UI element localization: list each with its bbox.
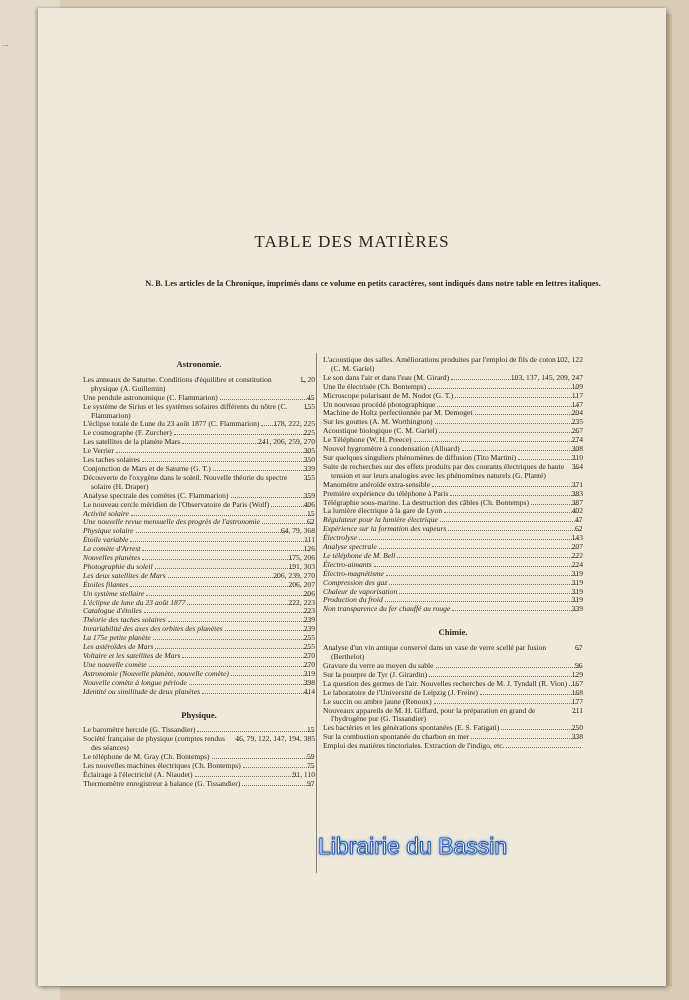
leader-dots	[386, 575, 578, 576]
toc-entry-title: Sur la pourpre de Tyr (J. Girardin)	[323, 669, 428, 679]
toc-entry-pages: 111	[304, 535, 315, 545]
toc-entry-pages: 46, 79, 122, 147, 194, 385	[235, 734, 315, 744]
leader-dots	[168, 577, 280, 578]
toc-entry-pages: 339	[571, 604, 583, 614]
leader-dots	[448, 530, 581, 531]
leader-dots	[452, 610, 577, 611]
leader-dots	[136, 532, 287, 533]
toc-entry-title: Acoustique biologique (C. M. Gariel)	[323, 426, 438, 436]
toc-entry: Gravure du verre au moyen du sable 96	[323, 661, 583, 670]
toc-entry-pages: 1, 20	[299, 374, 315, 384]
toc-entry-pages: 222	[571, 550, 583, 560]
toc-entry	[323, 742, 583, 751]
toc-entry-title: Activité solaire	[83, 508, 129, 518]
toc-entry-title: Étoiles filantes	[83, 579, 129, 589]
toc-entry-title: Le téléphone de M. Bell	[323, 550, 396, 560]
leader-dots	[506, 747, 581, 748]
toc-entry-pages: 305	[303, 446, 315, 456]
toc-entry-title: Microscope polarisant de M. Nodot (G. T.)	[323, 390, 454, 400]
toc-entry-pages: 109	[571, 381, 583, 391]
toc-entry-title: Les satellites de la planète Mars	[83, 437, 181, 447]
toc-entry-pages: 178, 222, 225	[273, 419, 315, 429]
toc-entry-title: Les anneaux de Saturne. Conditions d'équilibre et constitution physique (A. Guillemin)	[83, 374, 272, 393]
toc-entry-pages: 406	[303, 499, 315, 509]
leader-dots	[462, 450, 578, 451]
toc-entry-title: Analyse spectrale des comètes (C. Flammarion)	[83, 490, 229, 500]
leader-dots	[153, 639, 310, 640]
leader-dots	[189, 684, 310, 685]
right-column	[323, 356, 583, 751]
toc-entry-pages: 339	[303, 463, 315, 473]
toc-entry-title: Manomètre anéroïde extra-sensible	[323, 479, 431, 489]
toc-entry-pages: 103, 137, 145, 209, 247	[510, 372, 583, 382]
leader-dots	[455, 397, 578, 398]
toc-entry-title: Nouvelle comète à longue période	[83, 677, 187, 687]
toc-entry-title: Nouvel hygromètre à condensation (Alluard)	[323, 444, 460, 454]
toc-entry-title: Le nouveau cercle méridien de l'Observatoire de Paris (Wolf)	[83, 499, 270, 509]
toc-entry-pages: 270	[303, 659, 315, 669]
toc-entry-pages: 129	[571, 669, 583, 679]
toc-entry	[83, 376, 315, 394]
toc-entry: Le baromètre hercule (G. Tissandier) 15	[83, 725, 315, 735]
leader-dots	[155, 568, 295, 569]
leader-dots	[439, 432, 577, 433]
leader-dots	[197, 731, 313, 732]
leader-dots	[195, 776, 299, 777]
toc-entry-title: Régulateur pour la lumière électrique	[323, 515, 438, 525]
toc-entry-title: Identité ou similitude de deux planètes	[83, 686, 201, 696]
leader-dots	[399, 593, 577, 594]
toc-entry-pages: 387	[571, 497, 583, 507]
physique-list-right	[323, 356, 583, 614]
toc-entry-title: Électrolyse	[323, 533, 357, 543]
leader-dots	[146, 595, 309, 596]
leader-dots	[149, 666, 310, 667]
toc-entry-pages: 222, 223	[288, 597, 315, 607]
toc-entry-title: Un système stellaire	[83, 588, 145, 598]
leader-dots	[231, 675, 310, 676]
toc-entry-title: Le Verrier	[83, 446, 114, 456]
toc-entry-pages: 207	[571, 542, 583, 552]
toc-entry-title: Étoile variable	[83, 535, 129, 545]
toc-entry-pages: 102, 122	[556, 355, 583, 364]
leader-dots	[131, 515, 313, 516]
watermark-logo: Librairie du Bassin	[318, 833, 508, 859]
leader-dots	[142, 550, 309, 551]
leader-dots	[130, 541, 310, 542]
toc-entry-pages: 223	[303, 606, 315, 616]
leader-dots	[518, 459, 578, 460]
toc-entry-pages: 155	[303, 401, 315, 411]
leader-dots	[444, 512, 577, 513]
toc-entry-pages: 364	[571, 461, 583, 471]
toc-entry-title: La comète d'Arrest	[83, 544, 141, 554]
leader-dots	[440, 521, 581, 522]
leader-dots	[379, 548, 578, 549]
leader-dots	[142, 559, 294, 560]
leader-dots	[359, 539, 578, 540]
leader-dots	[242, 785, 313, 786]
leader-dots	[116, 452, 310, 453]
leader-dots	[187, 604, 294, 605]
leader-dots	[182, 443, 264, 444]
leader-dots	[436, 667, 582, 668]
leader-dots	[531, 504, 578, 505]
toc-entry-pages: 167	[571, 678, 583, 688]
leader-dots	[155, 648, 309, 649]
toc-entry	[83, 438, 315, 447]
toc-entry-title: Une île électrisée (Ch. Bontemps)	[323, 381, 427, 391]
toc-entry-title: Électro-magnétisme	[323, 568, 384, 578]
toc-entry-pages: 350	[303, 455, 315, 465]
toc-entry-pages: 204	[571, 408, 583, 418]
toc-entry: Le téléphone de M. Gray (Ch. Bontemps) 59	[83, 752, 315, 762]
toc-entry	[83, 735, 315, 753]
toc-entry-title: Théorie des taches solaires	[83, 615, 166, 625]
leader-dots	[130, 586, 294, 587]
toc-entry-title: Le baromètre hercule (G. Tissandier)	[83, 725, 196, 735]
toc-entry-pages: 191, 303	[288, 561, 315, 571]
leader-dots	[243, 767, 313, 768]
toc-entry-title: Thermomètre enregistreur à balance (G. Tissandier)	[83, 778, 241, 788]
toc-entry-title: Nouvelles planètes	[83, 553, 141, 563]
toc-entry	[323, 356, 583, 374]
toc-entry-pages: 147	[571, 399, 583, 409]
toc-entry-pages: 255	[303, 633, 315, 643]
leader-dots	[451, 379, 517, 380]
toc-entry-title: La 175e petite planète	[83, 633, 151, 643]
toc-entry-title: Une pendule astronomique (C. Flammarion)	[83, 392, 218, 402]
toc-entry-title: Expérience sur la formation des vapeurs	[323, 524, 447, 534]
toc-entry-pages: 270	[303, 651, 315, 660]
toc-entry-title: Le Téléphone (W. H. Preece)	[323, 435, 412, 445]
toc-entry-pages: 402	[571, 506, 583, 516]
toc-entry-pages: 126	[303, 544, 315, 554]
toc-entry-title: Compression des gaz	[323, 577, 388, 587]
toc-entry: Activité solaire 15	[83, 508, 315, 518]
leader-dots	[202, 693, 310, 694]
toc-entry-title: Le système de Sirius et les systèmes solaires différents du nôtre (C. Flammarion)	[83, 401, 288, 420]
column-divider	[316, 353, 317, 873]
toc-entry-title: Gravure du verre au moyen du sable	[323, 661, 434, 670]
leader-dots	[480, 694, 578, 695]
toc-entry-title: Le son dans l'air et dans l'eau (M. Girard)	[323, 372, 450, 382]
toc-entry: Une nouvelle revue mensuelle des progrès de l'astronomie 62	[83, 517, 315, 527]
toc-entry-title: Physique solaire	[83, 526, 134, 536]
leader-dots	[397, 557, 577, 558]
toc-entry-pages: 143	[571, 533, 583, 543]
toc-entry-title: Machine de Holtz perfectionnée par M. Demoget	[323, 408, 473, 418]
toc-entry-title: Une nouvelle revue mensuelle des progrès de l'astronomie	[83, 517, 260, 527]
physique-list-left	[83, 726, 315, 788]
toc-entry-pages: 371	[571, 479, 583, 489]
leader-dots	[220, 399, 313, 400]
leader-dots	[414, 441, 578, 442]
section-heading-chimie: Chimie.	[438, 627, 468, 638]
toc-entry-pages: 310	[571, 452, 583, 462]
toc-entry-pages: 206, 239, 270	[273, 570, 315, 580]
toc-entry-title: Photographie du soleil	[83, 561, 153, 571]
underlying-page-text: ...	[2, 40, 9, 48]
toc-entry-title: Conjonction de Mars et de Saturne (G. T.)	[83, 463, 211, 473]
leader-dots	[182, 657, 309, 658]
toc-entry-title: Électro-aimants	[323, 559, 372, 569]
toc-entry-pages: 206	[303, 588, 315, 598]
leader-dots	[142, 461, 310, 462]
leader-dots	[435, 423, 578, 424]
toc-entry-title: Non transparence du fer chauffé au rouge	[323, 604, 451, 614]
toc-entry-title: Sur les gouttes (A. M. Worthington)	[323, 417, 433, 427]
toc-entry-pages: 91, 110	[292, 769, 315, 779]
leader-dots	[231, 497, 310, 498]
toc-entry-pages: 250	[571, 723, 583, 733]
toc-entry-pages: 175, 206	[288, 553, 315, 563]
toc-entry-title: Astronomie (Nouvelle planète, nouvelle comète)	[83, 668, 229, 678]
toc-entry-pages: 414	[303, 686, 315, 696]
leader-dots	[432, 486, 577, 487]
leader-dots	[429, 676, 577, 677]
toc-entry: Les nouvelles machines électriques (Ch. Bontemps) 75	[83, 761, 315, 771]
toc-entry-pages: 267	[571, 426, 583, 436]
toc-entry-title: Télégraphie sous-marine. La destruction des câbles (Ch. Bontemps)	[323, 497, 530, 507]
toc-entry-title: Les deux satellites de Mars	[83, 570, 166, 580]
toc-entry-title: Nouveaux appareils de M. H. Giffard, pour la préparation en grand de l'hydrogène pur (G. Tissandier)	[323, 705, 536, 724]
toc-entry-title: L'éclipse totale de Lune du 23 août 1877 (C. Flammarion)	[83, 419, 260, 429]
toc-entry-title: Un nouveau procédé photographique	[323, 399, 436, 409]
page-title: TABLE DES MATIÈRES	[254, 232, 450, 251]
toc-entry-pages: 235	[571, 417, 583, 427]
leader-dots	[225, 630, 310, 631]
leader-dots	[212, 758, 313, 759]
toc-entry-pages: 319	[571, 595, 583, 605]
toc-entry-title: Une nouvelle comète	[83, 659, 147, 669]
toc-entry-title: Société française de physique (comptes rendus des séances)	[83, 734, 225, 753]
toc-entry-pages: 239	[303, 615, 315, 625]
toc-entry-pages: 117	[571, 390, 583, 400]
toc-entry-pages: 239	[303, 624, 315, 634]
toc-entry-pages: 211	[571, 705, 583, 715]
section-heading-astronomie: Astronomie.	[176, 359, 222, 369]
toc-entry-pages: 274	[571, 435, 583, 445]
toc-entry-title: Suite de recherches sur des effets produits par des courants électriques de haute tension et sur leurs analogies avec les phénomènes naturels (G. Planté)	[323, 461, 565, 480]
editorial-note: N. B. Les articles de la Chronique, imprimés dans ce volume en petits caractères, sont indiqués dans notre table en lettres italiques.	[145, 279, 601, 288]
toc-entry-title: Sur quelques singuliers phénomènes de diffusion (Tito Martini)	[323, 452, 516, 462]
toc-entry-title: Production du froid	[323, 595, 383, 605]
toc-entry-pages: 177	[571, 696, 583, 706]
toc-entry-pages: 255	[303, 642, 315, 652]
leader-dots	[174, 434, 310, 435]
left-column	[83, 356, 315, 789]
toc-entry-title: Les nouvelles machines électriques (Ch. Bontemps)	[83, 761, 241, 771]
leader-dots	[475, 414, 578, 415]
toc-entry	[323, 463, 583, 481]
leader-dots	[374, 566, 578, 567]
page-edge	[666, 14, 672, 986]
toc-entry: Régulateur pour la lumière électrique 47	[323, 515, 583, 525]
chimie-list	[323, 644, 583, 751]
toc-entry-pages: 359	[303, 490, 315, 500]
leader-dots	[437, 406, 577, 407]
toc-entry: Une pendule astronomique (C. Flammarion) 45	[83, 392, 315, 402]
toc-entry-pages: 355	[303, 472, 315, 482]
toc-entry-title: Les astéroïdes de Mars	[83, 642, 154, 652]
toc-entry-title: L'acoustique des salles. Améliorations produites par l'emploi de fils de coton (C. M. Gariel)	[323, 355, 556, 373]
leader-dots	[262, 523, 313, 524]
toc-entry-title: Le laboratoire de l'Université de Leipzig (J. Freire)	[323, 687, 478, 697]
toc-entry	[83, 688, 315, 697]
leader-dots	[144, 612, 310, 613]
toc-entry	[83, 474, 315, 492]
toc-entry-pages: 319	[303, 668, 315, 678]
toc-entry	[83, 403, 315, 421]
toc-entry-title: Sur la combustion spontanée du charbon en mer	[323, 732, 470, 742]
toc-entry-title: Voltaire et les satellites de Mars	[83, 651, 181, 660]
toc-entry-pages: 206, 207	[288, 579, 315, 589]
toc-entry-pages: 319	[571, 577, 583, 587]
toc-entry-title: Invariabilité des axes des orbites des planètes	[83, 624, 223, 634]
toc-entry-pages: 319	[571, 568, 583, 578]
toc-entry-pages: 308	[571, 444, 583, 454]
toc-entry: Expérience sur la formation des vapeurs 62	[323, 524, 583, 534]
toc-entry-title: Le succin ou ambre jaune (Renoux)	[323, 696, 432, 706]
leader-dots	[471, 738, 577, 739]
toc-entry-pages: 64, 79, 368	[280, 526, 315, 536]
toc-entry-title: Analyse spectrale	[323, 542, 377, 552]
toc-entry-pages: 319	[571, 586, 583, 596]
toc-entry-title: Le téléphone de M. Gray (Ch. Bontemps)	[83, 752, 210, 762]
toc-entry-pages: 383	[571, 488, 583, 498]
toc-entry-pages: 224	[571, 559, 583, 569]
toc-entry-title: Emploi des matières tinctoriales. Extraction de l'indigo, etc.	[323, 741, 505, 751]
toc-entry: Analyse d'un vin antique conservé dans un vase de verre scellé par fusion (Berthelot) 67	[323, 643, 583, 662]
toc-entry-pages: 241, 206, 259, 270	[258, 437, 315, 447]
toc-entry-title: Le cosmographe (F. Zurcher)	[83, 428, 172, 438]
toc-entry-title: Catalogue d'étoiles	[83, 606, 142, 616]
leader-dots	[213, 470, 310, 471]
toc-entry-pages: 338	[571, 732, 583, 742]
toc-entry	[323, 605, 583, 614]
toc-entry-title: La question des germes de l'air. Nouvelles recherches de M. J. Tyndall (R. Vion)	[323, 678, 568, 688]
leader-dots	[450, 495, 577, 496]
toc-entry-title: La lumière électrique à la gare de Lyon	[323, 506, 443, 516]
toc-entry-title: Les taches solaires	[83, 455, 140, 465]
toc-entry-title: Chaleur de vaporisation	[323, 586, 398, 596]
astronomie-list	[83, 376, 315, 697]
toc-entry-title: Analyse d'un vin antique conservé dans un vase de verre scellé par fusion (Berthelot)	[323, 643, 547, 662]
toc-entry-pages: 168	[571, 687, 583, 697]
toc-entry-pages: 398	[303, 677, 315, 687]
leader-dots	[168, 621, 310, 622]
toc-entry-title: Les bactéries et les générations spontanées (E. S. Fatigati)	[323, 723, 500, 733]
toc-entry-title: L'éclipse de lune du 23 août 1877	[83, 597, 186, 607]
leader-dots	[389, 584, 577, 585]
toc-entry-title: Éclairage à l'électricité (A. Niaudet)	[83, 769, 193, 779]
leader-dots	[501, 729, 577, 730]
leader-dots	[434, 703, 578, 704]
toc-entry-title: Découverte de l'oxygène dans le soleil. Nouvelle théorie du spectre solaire (H. Draper)	[83, 472, 288, 491]
section-heading-physique: Physique.	[181, 709, 217, 720]
toc-entry-pages: 225	[303, 428, 315, 438]
leader-dots	[385, 601, 578, 602]
toc-entry	[323, 707, 583, 725]
leader-dots	[428, 388, 577, 389]
toc-entry-title: Première expérience du téléphone à Paris	[323, 488, 449, 498]
toc-entry: Thermomètre enregistreur à balance (G. Tissandier) 97	[83, 778, 315, 788]
